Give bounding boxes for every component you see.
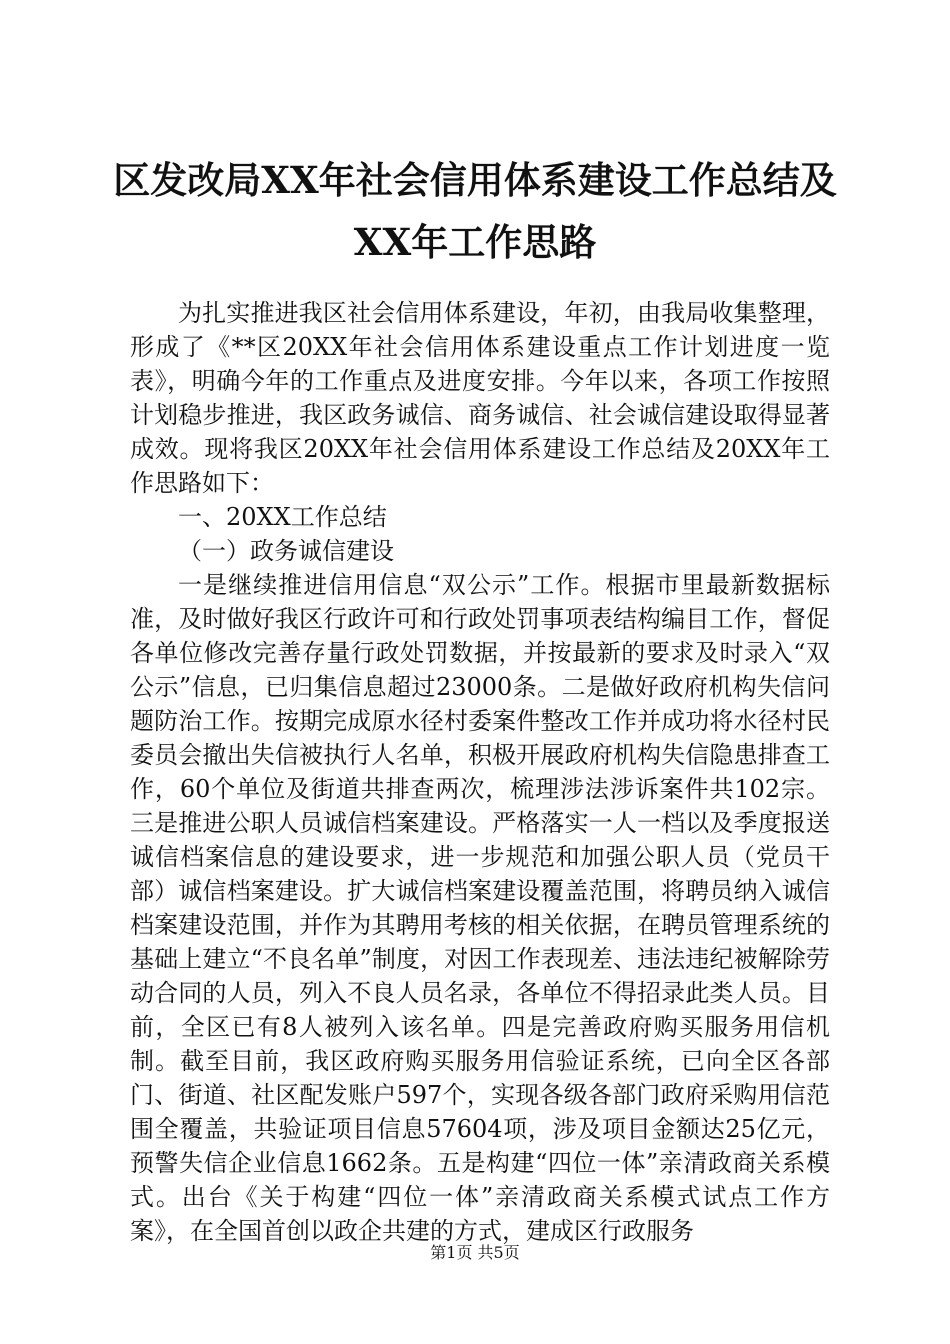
subsection-heading: （一）政务诚信建设: [178, 537, 394, 565]
document-title-line2: XX年工作思路: [353, 220, 597, 264]
document-body: [130, 296, 830, 1248]
subsection-paragraph: 一是继续推进信用信息“双公示”工作。根据市里最新数据标准，及时做好我区行政许可和行政处罚事项表结构编目工作，督促各单位修改完善存量行政处罚数据，并按最新的要求及时录入“双公示”信息，已归集信息超过23000条。二是做好政府机构失信问题防治工作。按期完成原水径村委案件整改工作并成功将水径村民委员会撤出失信被执行人名单，积极开展政府机构失信隐患排查工作，60个单位及街道共排查两次，梳理涉法涉诉案件共102宗。三是推进公职人员诚信档案建设。严格落实一人一档以及季度报送诚信档案信息的建设要求，进一步规范和加强公职人员（党员干部）诚信档案建设。扩大诚信档案建设覆盖范围，将聘员纳入诚信档案建设范围，并作为其聘用考核的相关依据，在聘员管理系统的基础上建立“不良名单”制度，对因工作表现差、违法违纪被解除劳动合同的人员，列入不良人员名录，各单位不得招录此类人员。目前，全区已有8人被列入该名单。四是完善政府购买服务用信机制。截至目前，我区政府购买服务用信验证系统，已向全区各部门、街道、社区配发账户597个，实现各级各部门政府采购用信范围全覆盖，共验证项目信息57604项，涉及项目金额达25亿元，预警失信企业信息1662条。五是构建“四位一体”亲清政商关系模式。出台《关于构建“四位一体”亲清政商关系模式试点工作方案》，在全国首创以政企共建的方式，建成区行政服务: [130, 571, 830, 1245]
page-number-footer: 第1页 共5页: [430, 1243, 520, 1262]
document-title-line1: 区发改局XX年社会信用体系建设工作总结及: [113, 158, 837, 202]
intro-paragraph: 为扎实推进我区社会信用体系建设，年初，由我局收集整理，形成了《**区20XX年社会信用体系建设重点工作计划进度一览表》，明确今年的工作重点及进度安排。今年以来，各项工作按照计划稳步推进，我区政务诚信、商务诚信、社会诚信建设取得显著成效。现将我区20XX年社会信用体系建设工作总结及20XX年工作思路如下：: [130, 299, 830, 497]
section-heading: 一、20XX工作总结: [178, 503, 387, 531]
